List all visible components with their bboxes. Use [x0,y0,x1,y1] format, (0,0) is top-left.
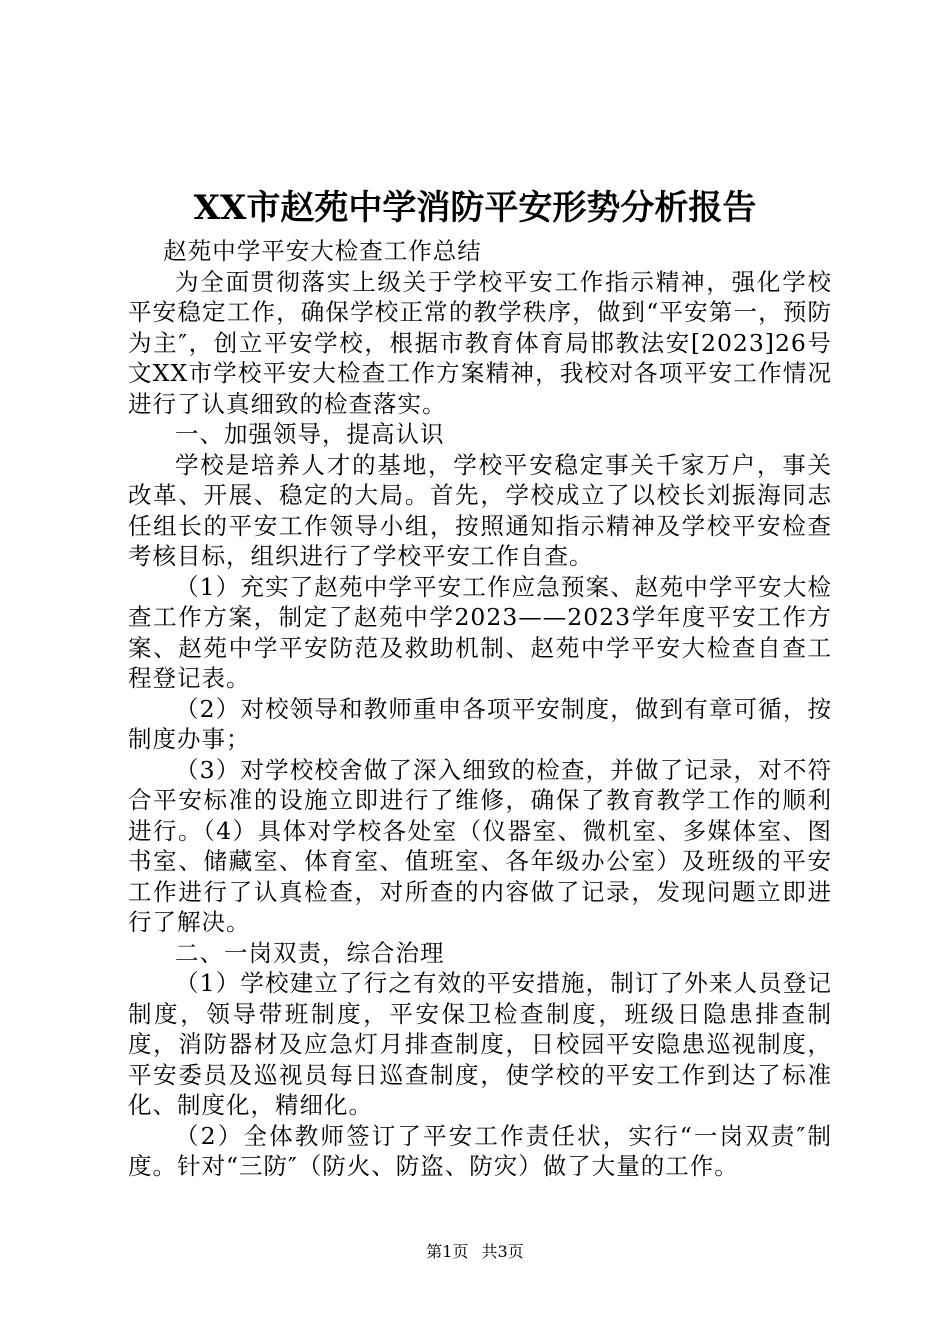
document-body [128,236,832,1182]
section-heading-2: 二、一岗双责，综合治理 [175,938,445,967]
document-title: XX市赵苑中学消防平安形势分析报告 [193,188,757,228]
intro-paragraph: 为全面贯彻落实上级关于学校平安工作指示精神，强化学校平安稳定工作，确保学校正常的教学秩序，做到“平安第一，预防为主″，创立平安学校，根据市教育体育局邯教法安[2023]26号文XX市学校平安大检查工作方案精神，我校对各项平安工作情况进行了认真细致的检查落实。 [128,267,832,418]
body-paragraph: （2）全体教师签订了平安工作责任状，实行“一岗双责″制度。针对“三防″（防火、防盗、防灾）做了大量的工作。 [128,1121,832,1180]
body-paragraph: （3）对学校校舍做了深入细致的检查，并做了记录，对不符合平安标准的设施立即进行了维修，确保了教育教学工作的顺利进行。（4）具体对学校各处室（仪器室、微机室、多媒体室、图书室、储藏室、体育室、值班室、各年级办公室）及班级的平安工作进行了认真检查，对所查的内容做了记录，发现问题立即进行了解决。 [128,755,832,936]
body-paragraph: （2）对校领导和教师重申各项平安制度，做到有章可循，按制度办事； [128,694,832,753]
page-total: 共3页 [481,1242,524,1261]
body-paragraph: （1）学校建立了行之有效的平安措施，制订了外来人员登记制度，领导带班制度，平安保卫检查制度，班级日隐患排查制度，消防器材及应急灯月排查制度，日校园平安隐患巡视制度，平安委员及巡视员每日巡查制度，使学校的平安工作到达了标准化、制度化，精细化。 [128,969,832,1119]
section-heading-1: 一、加强领导，提高认识 [175,420,445,448]
page-footer [0,1241,950,1263]
subtitle-paragraph: 赵苑中学平安大检查工作总结 [163,237,482,265]
body-paragraph: 学校是培养人才的基地，学校平安稳定事关千家万户，事关改革、开展、稳定的大局。首先，学校成立了以校长刘振海同志任组长的平安工作领导小组，按照通知指示精神及学校平安检查考核目标，组织进行了学校平安工作自查。 [128,450,832,570]
body-paragraph: （1）充实了赵苑中学平安工作应急预案、赵苑中学平安大检查工作方案，制定了赵苑中学2023——2023学年度平安工作方案、赵苑中学平安防范及救助机制、赵苑中学平安大检查自查工程登记表。 [128,572,832,692]
page-number: 第1页 [426,1242,469,1261]
